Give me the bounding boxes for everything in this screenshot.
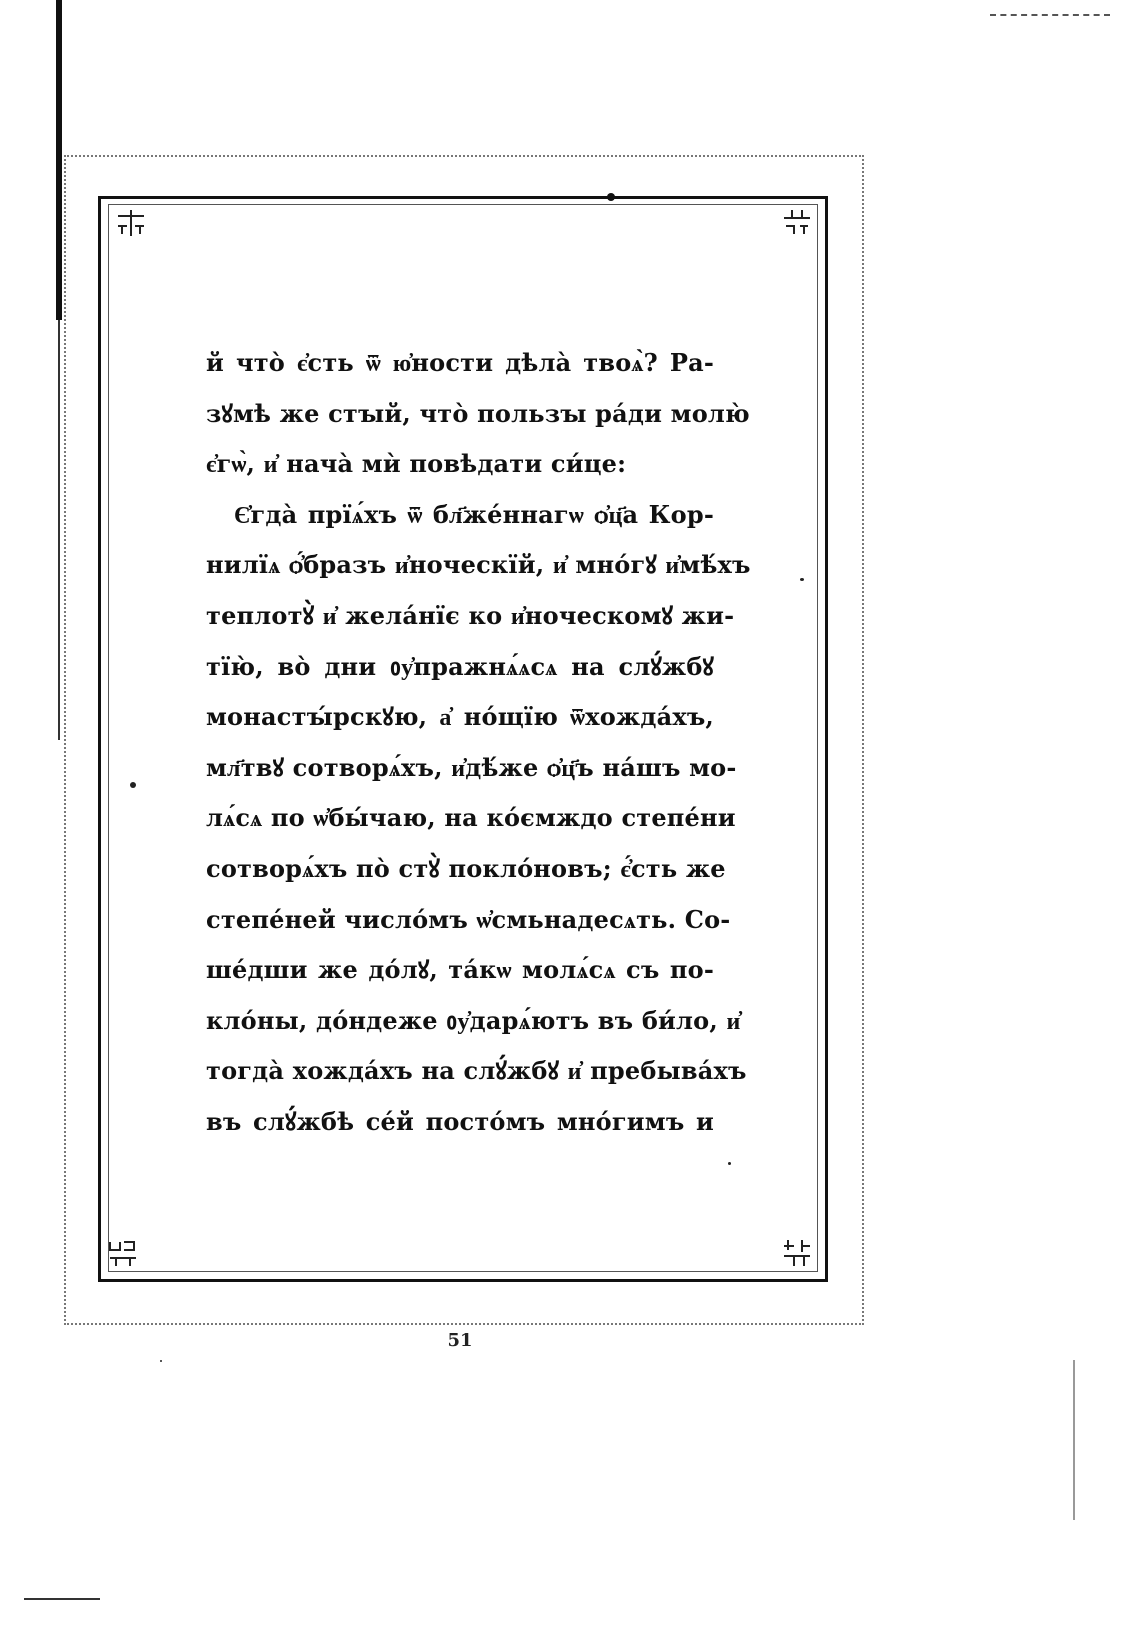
text-line: мл҃твꙋ сотворѧ́хъ, и҆дѣ́же ѻ҆ц҃ъ на́шъ мо- [206, 752, 737, 782]
text-line: Є҆гда̀ прїѧ́хъ ѿ бл҃же́ннагѡ ѻ҆ц҃а Кор- [234, 499, 714, 529]
text-line: кло́ны, до́ндеже ᲂу҆дарѧ́ютъ въ би́ло, и҆ [206, 1005, 741, 1035]
scan-speck [728, 1162, 731, 1165]
body-text [206, 338, 751, 1138]
text-line: тогда̀ хожда́хъ на слꙋ́жбꙋ и҆ пребыва́хъ [206, 1056, 747, 1086]
corner-ornament-bottom-right-icon [780, 1236, 814, 1270]
text-line: тїю̀, во̀ дни ᲂу҆пражнѧ́ѧсѧ на слꙋ́жбꙋ [206, 651, 714, 681]
text-line: ше́дши же до́лꙋ, та́кѡ молѧ́сѧ съ по- [206, 955, 714, 985]
text-line: є҆гѡ̀, и҆ нача̀ мѝ повѣдати си́це: [206, 449, 627, 479]
text-line: нилїѧ ѻ҆́бразъ и҆ноческїй, и҆ мно́гꙋ и҆мѣ́хъ [206, 550, 751, 580]
scan-speck [800, 578, 804, 581]
text-line: зꙋмѣ же стꙑй, что̀ пользꙑ ра́ди молю̀ [206, 398, 750, 428]
scan-speck [130, 782, 136, 788]
text-line: монастꙑ́рскꙋю, а҆ но́щїю ѿхожда́хъ, [206, 702, 714, 732]
text-line: сотворѧ́хъ по̀ стꙋ̀ покло́новъ; є҆́сть же [206, 853, 726, 883]
scan-mark-bottom-left [24, 1598, 100, 1600]
text-line: теплотꙋ̀ и҆ жела́нїє ко и҆ноческомꙋ жи- [206, 600, 735, 630]
corner-ornament-top-right-icon [780, 206, 814, 240]
text-line: й что̀ є҆сть ѿ ю҆ности дѣла̀ твоѧ̀? Ра- [206, 348, 714, 377]
scan-speck [160, 1360, 162, 1362]
scan-edge-left-thin [58, 320, 60, 740]
frame-bead [607, 193, 615, 201]
text-line: лѧ́сѧ по ѡ҆бы́чаю, на ко́ємждо степе́ни [206, 803, 736, 833]
scan-mark-top-right [990, 14, 1110, 18]
page-number: 51 [447, 1330, 473, 1351]
scan-mark-right-margin [1073, 1360, 1075, 1520]
text-line: въ слꙋ́жбѣ се́й посто́мъ мно́гимъ и [206, 1106, 714, 1136]
corner-ornament-top-left-icon [114, 206, 148, 240]
corner-ornament-bottom-left-icon [106, 1236, 140, 1270]
scan-edge-left [56, 0, 62, 320]
text-line: степе́ней число́мъ ѡ҆смьнадесѧть. Со- [206, 904, 731, 934]
